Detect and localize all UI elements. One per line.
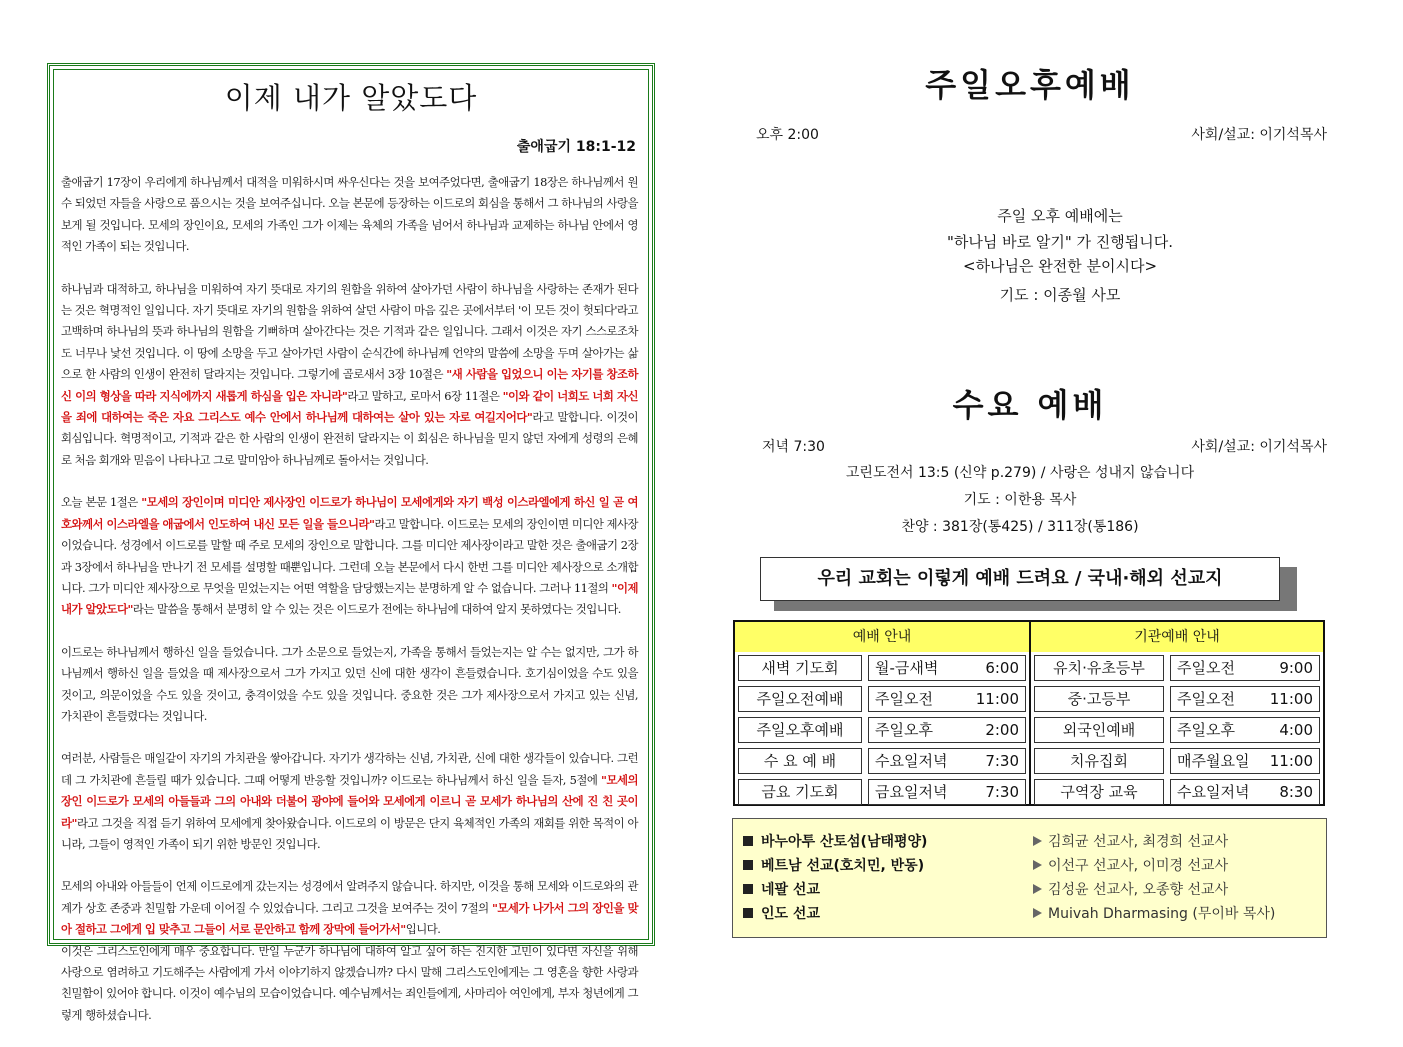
mission-place-label: 네팔 선교 (761, 882, 820, 898)
scripture-quote: "이제 내가 알았도다" (61, 580, 638, 617)
mission-place-label: 베트남 선교(호치민, 반동) (761, 858, 925, 874)
schedule-day: 수요일저녁 (875, 752, 948, 770)
schedule-time: 7:30 (985, 752, 1019, 770)
wednesday-time: 저녁 7:30 (762, 439, 825, 455)
schedule-time: 2:00 (985, 721, 1019, 739)
schedule-time-cell (868, 717, 1026, 743)
square-bullet-icon (743, 884, 753, 894)
mission-place-label: 바누아투 산토섬(남태평양) (761, 834, 928, 850)
schedule-time: 11:00 (1269, 690, 1313, 708)
schedule-time-cell (868, 779, 1026, 805)
sermon-text: 라고 말합니다. 이드로는 모세의 장인이면 미디안 제사장이었습니다. 성경에서 이드로를 말할 때 주로 모세의 장인으로 말합니다. 그를 미디안 제사장이라고 말한 것은 출애굽기 2장과 3장에서 하나님을 만나기 전 모세를 설명할 때뿐입니다. 그런데 오늘 본문에서 다시 한번 그를 미디안 제사장으로 소개합니다. 그가 미디안 제사장으로 무엇을 믿었는지는 어떤 역할을 담당했는지는 분명하게 알 수 없습니다. 그러나 11절의 (61, 516, 638, 595)
mission-missionaries (1033, 903, 1275, 923)
schedule-time-cell (1170, 717, 1320, 743)
sermon-text: 출애굽기 17장이 우리에게 하나님께서 대적을 미워하시며 싸우신다는 것을 보여주었다면, 출애굽기 18장은 하나님께서 원수 되었던 자들을 사랑으로 품으시는 것을 보여주십니다. 오늘 본문에 등장하는 이드로의 회심을 통해서 그 하나님의 사랑을 보게 될 것입니다. 모세의 장인이요, 모세의 가족인 그가 이제는 육체의 가족을 넘어서 하나님과 교제하는 하나님 안에서 영적인 가족이 되는 것입니다. (61, 175, 638, 254)
afternoon-notice-line: 주일 오후 예배에는 (997, 207, 1123, 225)
mission-missionaries (1033, 831, 1228, 851)
schedule-day: 주일오후 (875, 721, 933, 739)
schedule-day: 주일오전 (1177, 659, 1235, 677)
schedule-service-name: 금요 기도회 (738, 779, 862, 805)
schedule-day: 매주월요일 (1177, 752, 1250, 770)
schedule-service-name: 주일오후예배 (738, 717, 862, 743)
schedule-service-name: 유치·유초등부 (1034, 655, 1164, 681)
sermon-text: 모세의 아내와 아들들이 언제 이드로에게 갔는지는 성경에서 알려주지 않습니다. 하지만, 이것을 통해 모세와 이드로와의 관계가 상호 존중과 친밀함 가운데 이어질 수 있었습니다. 그리고 그것을 보여주는 것이 7절의 (61, 879, 638, 915)
sermon-paragraph (61, 172, 638, 258)
square-bullet-icon (743, 836, 753, 846)
schedule-divider (1029, 622, 1031, 804)
sermon-frame (47, 63, 655, 1022)
schedule-time: 11:00 (1269, 752, 1313, 770)
sermon-text: 라고 그것을 직접 듣기 위하여 모세에게 찾아왔습니다. 이드로의 이 방문은 단지 육체적인 가족의 재회를 위한 목적이 아니라, 그들이 영적인 가족이 되기 위한 방문인 것입니다. (61, 815, 638, 851)
afternoon-leader: 사회/설교: 이기석목사 (1191, 127, 1327, 143)
mission-place (743, 879, 820, 899)
schedule-header-right: 기관예배 안내 (1031, 622, 1323, 652)
sermon-text: 라는 말씀을 통해서 분명히 알 수 있는 것은 이드로가 전에는 하나님에 대하여 알지 못하였다는 것입니다. (132, 602, 621, 617)
mission-place-label: 인도 선교 (761, 906, 820, 922)
schedule-day: 월-금새벽 (875, 659, 939, 677)
schedule-service-name: 중·고등부 (1034, 686, 1164, 712)
sermon-paragraph (61, 748, 638, 855)
afternoon-notice-line: <하나님은 완전한 분이시다> (962, 257, 1158, 275)
schedule-time-cell (1170, 779, 1320, 805)
schedule-time: 11:00 (975, 690, 1019, 708)
schedule-day: 주일오전 (875, 690, 933, 708)
schedule-time: 4:00 (1279, 721, 1313, 739)
schedule-day: 금요일저녁 (875, 783, 948, 801)
scripture-quote: "모세가 나가서 그의 장인을 맞아 절하고 그에게 입 맞추고 그들이 서로 문안하고 함께 장막에 들어가서" (61, 900, 639, 937)
sermon-paragraph (61, 279, 638, 472)
wednesday-leader: 사회/설교: 이기석목사 (1191, 439, 1327, 455)
sermon-text: 라고 말하고, 로마서 6장 11절은 (347, 388, 503, 403)
schedule-time-cell (868, 748, 1026, 774)
schedule-time: 7:30 (985, 783, 1019, 801)
sermon-paragraph (61, 876, 638, 940)
schedule-time-cell (1170, 686, 1320, 712)
afternoon-service-title: 주일오후예배 (925, 66, 1135, 104)
sermon-reference: 출애굽기 18:1-12 (516, 139, 636, 155)
afternoon-notice-line: "하나님 바로 알기" 가 진행됩니다. (946, 233, 1173, 251)
schedule-header-left: 예배 안내 (735, 622, 1031, 652)
square-bullet-icon (743, 860, 753, 870)
missionaries-label: Muivah Dharmasing (무이바 목사) (1048, 906, 1276, 922)
sermon-text: 이드로는 하나님께서 행하신 일을 들었습니다. 그가 소문으로 들었는지, 가족을 통해서 들었는지는 알 수는 없지만, 그가 하나님께서 행하신 일을 들었을 때 제사장으로서 그가 가지고 있던 신에 대한 생각이 흔들렸습니다. 호기심이었을 수도 있을 것이고, 의문이었을 수도 있을 것이고, 충격이었을 수도 있을 것입니다. 중요한 것은 그가 제사장으로서 가지고 있는 신념, 가치관이 흔들렸다는 것입니다. (61, 644, 638, 723)
scripture-quote: "모세의 장인이며 미디안 제사장인 이드로가 하나님이 모세에게와 자기 백성 이스라엘에게 하신 일 곧 여호와께서 이스라엘을 애굽에서 인도하여 내신 모든 일을 들으니라" (61, 495, 638, 531)
triangle-arrow-icon (1033, 836, 1042, 846)
worship-schedule-table (733, 620, 1325, 806)
schedule-day: 주일오전 (1177, 690, 1235, 708)
schedule-day: 수요일저녁 (1177, 783, 1250, 801)
wednesday-scripture: 고린도전서 13:5 (신약 p.279) / 사랑은 성내지 않습니다 (845, 465, 1195, 481)
schedule-time-cell (1170, 748, 1320, 774)
schedule-day: 주일오후 (1177, 721, 1235, 739)
sermon-title: 이제 내가 알았도다 (224, 81, 478, 115)
schedule-service-name: 새벽 기도회 (738, 655, 862, 681)
mission-missionaries (1033, 879, 1228, 899)
mission-missionaries (1033, 855, 1228, 875)
schedule-time-cell (868, 655, 1026, 681)
sermon-text: 입니다. (405, 922, 441, 937)
schedule-service-name: 치유집회 (1034, 748, 1164, 774)
mission-place (743, 855, 924, 875)
mission-place (743, 903, 820, 923)
schedule-time: 8:30 (1279, 783, 1313, 801)
sermon-text: 오늘 본문 1절은 (61, 495, 142, 510)
afternoon-prayer: 기도 : 이종월 사모 (999, 286, 1121, 304)
schedule-time-cell (868, 686, 1026, 712)
wednesday-hymn: 찬양 : 381장(통425) / 311장(통186) (901, 519, 1139, 535)
scripture-quote: "모세의 장인 이드로가 모세의 아들들과 그의 아내와 더불어 광야에 들어와 모세에게 이르니 곧 모세가 하나님의 산에 진 친 곳이라" (61, 772, 638, 830)
square-bullet-icon (743, 908, 753, 918)
sermon-text: 여러분, 사람들은 매일같이 자기의 가치관을 쌓아갑니다. 자기가 생각하는 신념, 가치관, 신에 대한 생각들이 있습니다. 그런데 그 가치관에 흔들릴 때가 있습니다. 그때 어떻게 반응할 것입니까? 이드로는 하나님께서 하신 일을 듣자, 5절에 (61, 751, 638, 787)
missionaries-label: 김성윤 선교사, 오종향 선교사 (1048, 882, 1229, 898)
sermon-text: 라고 말합니다. 이것이 회심입니다. 혁명적이고, 기적과 같은 한 사람의 인생이 완전히 달라지는 이 회심은 하나님을 믿지 않던 자에게 성령의 은혜로 처음 회개와 믿음이 나타나고 그로 말미암아 하나님께로 돌아서는 것입니다. (61, 410, 638, 467)
triangle-arrow-icon (1033, 908, 1042, 918)
schedule-service-name: 외국인예배 (1034, 717, 1164, 743)
missionaries-label: 이선구 선교사, 이미경 선교사 (1048, 858, 1229, 874)
schedule-service-name: 구역장 교육 (1034, 779, 1164, 805)
sermon-paragraph (61, 941, 638, 1027)
schedule-time: 9:00 (1279, 659, 1313, 677)
schedule-service-name: 수 요 예 배 (738, 748, 862, 774)
triangle-arrow-icon (1033, 860, 1042, 870)
worship-banner: 우리 교회는 이렇게 예배 드려요 / 국내·해외 선교지 (760, 557, 1280, 601)
afternoon-time: 오후 2:00 (756, 127, 819, 143)
schedule-time-cell (1170, 655, 1320, 681)
sermon-inner-border (53, 69, 649, 1022)
scripture-quote: "이와 같이 너희도 너희 자신을 죄에 대하여는 죽은 자요 그리스도 예수 안에서 하나님께 대하여는 살아 있는 자로 여길지어다" (61, 388, 638, 425)
schedule-time: 6:00 (985, 659, 1019, 677)
sermon-text: 하나님과 대적하고, 하나님을 미워하여 자기 뜻대로 자기의 원함을 위하여 살아가던 사람이 하나님을 사랑하는 존재가 된다는 것은 혁명적인 일입니다. 자기 뜻대로 자기의 원함을 위하여 살던 사람이 마음 깊은 곳에서부터 '이 모든 것이 헛되다'라고 고백하며 하나님의 뜻과 하나님의 원함을 기뻐하며 살아간다는 것은 기적과 같은 일입니다. 그래서 이것은 자기 스스로조차도 너무나 낯선 것입니다. 이 땅에 소망을 두고 살아가던 사람이 순식간에 하나님께 언약의 말씀에 소망을 두며 살아가는 삶으로 한 사람의 인생이 완전히 달라지는 것입니다. 그렇기에 골로새서 3장 10절은 (61, 281, 638, 382)
mission-place (743, 831, 927, 851)
triangle-arrow-icon (1033, 884, 1042, 894)
sermon-text: 이것은 그리스도인에게 매우 중요합니다. 만일 누군가 하나님에 대하여 알고 싶어 하는 진지한 고민이 있다면 자신을 위해 사랑으로 염려하고 기도해주는 사람에게 가서 이야기하지 않겠습니까? 다시 말해 그리스도인에게는 그 영혼을 향한 사랑과 친밀함이 있어야 합니다. 이것이 예수님의 모습이었습니다. 예수님께서는 죄인들에게, 사마리아 여인에게, 부자 청년에게 그렇게 행하셨습니다. (61, 943, 638, 1022)
scripture-quote: "새 사람을 입었으니 이는 자기를 창조하신 이의 형상을 따라 지식에까지 새롭게 하심을 입은 자니라" (61, 367, 638, 403)
sermon-paragraph (61, 642, 638, 728)
sermon-paragraph (61, 492, 638, 620)
wednesday-prayer: 기도 : 이한용 목사 (963, 492, 1077, 508)
sermon-body (61, 172, 638, 1047)
schedule-service-name: 주일오전예배 (738, 686, 862, 712)
missionaries-label: 김희균 선교사, 최경희 선교사 (1048, 834, 1229, 850)
missions-box (732, 818, 1327, 938)
wednesday-service-title: 수요 예배 (952, 386, 1108, 424)
